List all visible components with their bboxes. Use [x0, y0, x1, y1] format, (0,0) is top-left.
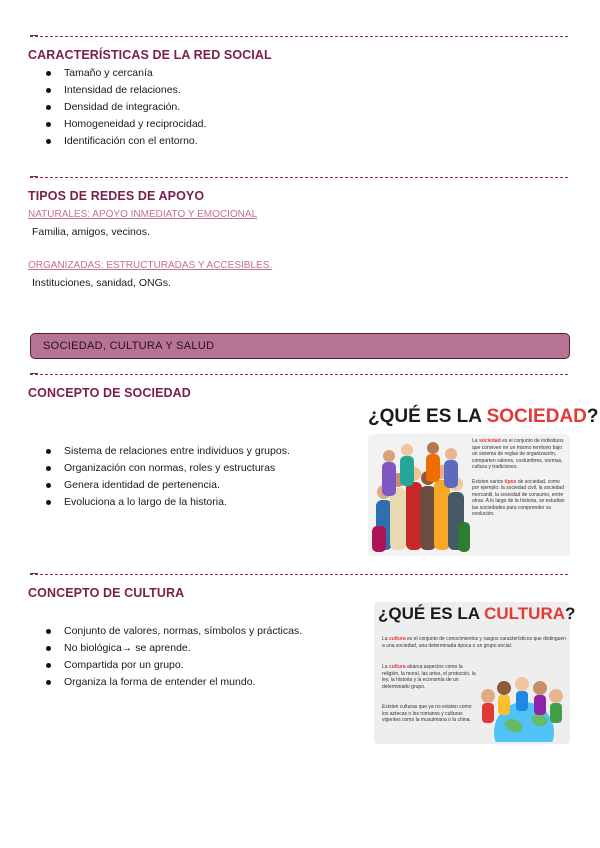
divider — [30, 177, 568, 178]
sociedad-card-title: ¿QUÉ ES LA SOCIEDAD? — [368, 406, 599, 427]
list-item: Homogeneidad y reciprocidad. — [40, 116, 206, 133]
divider — [30, 374, 568, 375]
list-item: Conjunto de valores, normas, símbolos y prácticas. — [40, 623, 302, 640]
list-item: Genera identidad de pertenencia. — [40, 477, 290, 494]
sociedad-list — [40, 443, 290, 511]
cultura-infographic — [374, 602, 576, 744]
list-item: Densidad de integración. — [40, 99, 206, 116]
list-item: Intensidad de relaciones. — [40, 82, 206, 99]
sociedad-card-p1: La sociedad es el conjunto de individuos que conviven en un mismo territorio bajo un sistema de reglas de organización, comparten valores, costumbres, normas, cultura y tradiciones. — [472, 438, 564, 470]
sociedad-infographic — [366, 404, 599, 556]
list-item: Sistema de relaciones entre individuos y grupos. — [40, 443, 290, 460]
banner-label: SOCIEDAD, CULTURA Y SALUD — [43, 340, 215, 352]
list-item: Organización con normas, roles y estructuras — [40, 460, 290, 477]
organizadas-text: Instituciones, sanidad, ONGs. — [32, 277, 171, 289]
section-banner — [30, 333, 570, 359]
list-item: Identificación con el entorno. — [40, 133, 206, 150]
list-item: Organiza la forma de entender el mundo. — [40, 674, 302, 691]
globe-kids-illustration — [474, 666, 568, 742]
cultura-list — [40, 623, 302, 691]
organizadas-label: ORGANIZADAS: ESTRUCTURADAS Y ACCESIBLES. — [28, 260, 273, 271]
divider — [30, 36, 568, 37]
sociedad-heading: CONCEPTO DE SOCIEDAD — [28, 386, 191, 400]
red-social-heading: CARACTERÍSTICAS DE LA RED SOCIAL — [28, 48, 272, 62]
cultura-card-p3: Existen culturas que ya no existen como los aztecas o los romanos y culturas vigentes como la musulmana o la china. — [382, 704, 472, 723]
crowd-illustration — [370, 442, 470, 554]
cultura-card-title: ¿QUÉ ES LA CULTURA? — [378, 604, 576, 623]
list-item: Tamaño y cercanía — [40, 65, 206, 82]
sociedad-card-p2: Existen varios tipos de sociedad, como por ejemplo: la sociedad civil, la sociedad mercantil, la sociedad de consumo, entre otras. A lo largo de la historia, se estudian las sociedades para comprender su evolución. — [472, 478, 565, 517]
redes-apoyo-heading: TIPOS DE REDES DE APOYO — [28, 189, 205, 203]
naturales-label: NATURALES: APOYO INMEDIATO Y EMOCIONAL — [28, 209, 258, 220]
red-social-list — [40, 65, 206, 150]
naturales-text: Familia, amigos, vecinos. — [32, 226, 150, 238]
cultura-heading: CONCEPTO DE CULTURA — [28, 586, 185, 600]
cultura-card-p2: La cultura abarca aspectos como la religión, la moral, las artes, el protocolo, la ley, la historia y la economía de un determinado grupo. — [382, 664, 476, 690]
list-item: Evoluciona a lo largo de la historia. — [40, 494, 290, 511]
cultura-card-p1: La cultura es el conjunto de conocimientos y rasgos característicos que distinguen a una sociedad, una determinada época o un grupo social. — [382, 636, 566, 649]
divider — [30, 574, 568, 575]
list-item: Compartida por un grupo. — [40, 657, 302, 674]
sociedad-card-text — [472, 438, 566, 518]
list-item: No biológica→ se aprende. — [40, 640, 302, 657]
